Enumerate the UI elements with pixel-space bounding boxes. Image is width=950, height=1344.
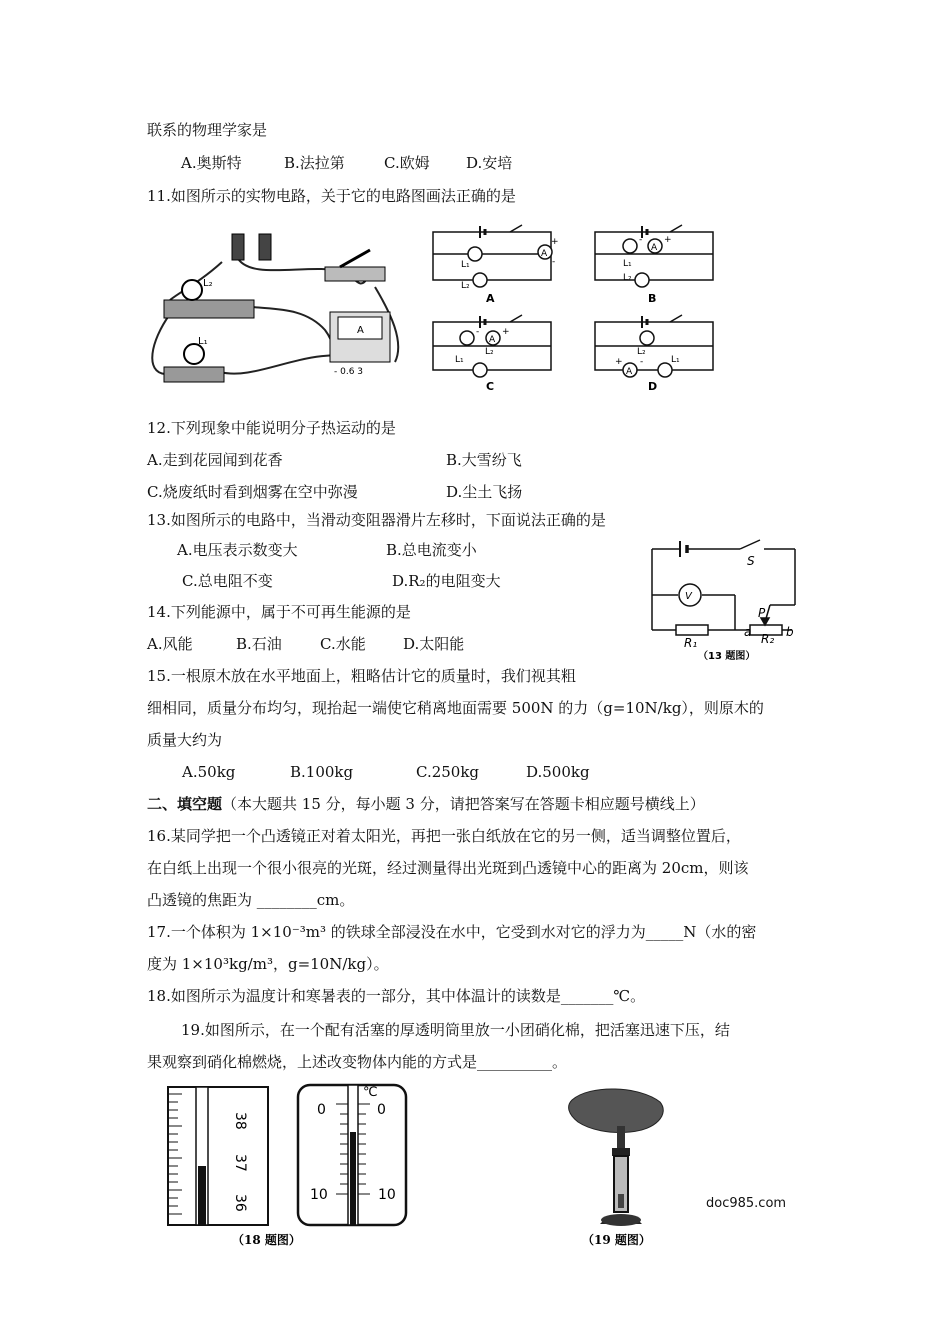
- q13-option-a: A.电压表示数变大: [177, 541, 298, 559]
- q19-line-1: 19.如图所示，在一个配有活塞的厚透明筒里放一小团硝化棉，把活塞迅速下压，结: [181, 1021, 730, 1039]
- q13-question: 13.如图所示的电路中，当滑动变阻器滑片左移时，下面说法正确的是: [147, 511, 606, 529]
- q16-line-3: 凸透镜的焦距为 ________cm。: [147, 891, 355, 909]
- q15-line-3: 质量大约为: [147, 731, 223, 749]
- opt-d-minus: -: [640, 357, 644, 367]
- opt-a-ammeter: A: [541, 249, 548, 259]
- section-2-note: （本大题共 15 分，每小题 3 分，请把答案写在答题卡相应题号横线上）: [222, 795, 705, 813]
- option-a-label: A: [486, 292, 495, 305]
- q13-option-b: B.总电流变小: [386, 541, 477, 559]
- q14-option-c: C.水能: [320, 635, 366, 653]
- option-c-label: C: [486, 380, 495, 393]
- q15-line-1: 15.一根原木放在水平地面上，粗略估计它的质量时，我们视其粗: [147, 667, 576, 685]
- section-2-heading: [147, 794, 705, 814]
- opt-d-l1: L₁: [671, 355, 680, 365]
- opt-c-minus: -: [476, 327, 480, 337]
- opt-d-ammeter: A: [626, 367, 633, 377]
- weather-tick-0-left: 0: [317, 1102, 326, 1118]
- q16-line-2: 在白纸上出现一个很小很亮的光斑，经过测量得出光斑到凸透镜中心的距离为 20cm，则该: [147, 859, 749, 877]
- opt-a-minus: -: [552, 257, 556, 267]
- q14-option-d: D.太阳能: [403, 635, 465, 653]
- q14-option-a: A.风能: [147, 635, 193, 653]
- section-2-title: 二、填空题: [147, 795, 223, 813]
- q12-option-b: B.大雪纷飞: [446, 451, 522, 469]
- thermo-tick-38: 38: [232, 1112, 248, 1130]
- fig13-r2-label: R₂: [761, 632, 775, 646]
- watermark: doc985.com: [706, 1196, 787, 1211]
- fig11-meter-label: A: [357, 325, 364, 336]
- opt-b-plus: +: [664, 235, 672, 245]
- q12-option-a: A.走到花园闻到花香: [147, 451, 283, 469]
- weather-unit: ℃: [363, 1085, 378, 1100]
- weather-tick-0-right: 0: [377, 1102, 386, 1118]
- fig19-caption: （19 题图）: [582, 1233, 651, 1247]
- q17-line-2: 度为 1×10³kg/m³，g=10N/kg）。: [147, 955, 389, 973]
- q12-option-c: C.烧废纸时看到烟雾在空中弥漫: [147, 483, 358, 501]
- q11-question: 11.如图所示的实物电路，关于它的电路图画法正确的是: [147, 187, 516, 205]
- q15-option-c: C.250kg: [416, 763, 480, 781]
- q14-option-b: B.石油: [236, 635, 282, 653]
- q12-option-d: D.尘土飞扬: [446, 483, 523, 501]
- q10-continuation: 联系的物理学家是: [147, 121, 268, 139]
- fig13-b-label: b: [786, 625, 794, 639]
- opt-c-plus: +: [502, 327, 510, 337]
- q15-option-d: D.500kg: [526, 763, 590, 781]
- opt-b-l1: L₁: [623, 259, 632, 269]
- fig18-caption: （18 题图）: [232, 1233, 301, 1247]
- weather-tick-10-left: 10: [310, 1187, 328, 1203]
- opt-a-l2: L₂: [461, 281, 470, 291]
- weather-tick-10-right: 10: [378, 1187, 396, 1203]
- option-d-label: D: [648, 380, 658, 393]
- q13-option-d: D.R₂的电阻变大: [392, 572, 501, 590]
- fig13-caption: （13 题图）: [698, 651, 756, 662]
- thermo-tick-36: 36: [232, 1194, 248, 1212]
- q10-option-d: D.安培: [466, 154, 513, 172]
- q10-option-c: C.欧姆: [384, 154, 430, 172]
- q10-option-b: B.法拉第: [284, 154, 345, 172]
- fire-syringe-figure: [560, 1082, 680, 1254]
- opt-d-l2: L₂: [637, 347, 646, 357]
- circuit-options-figure: [425, 222, 725, 394]
- q13-option-c: C.总电阻不变: [182, 572, 273, 590]
- physical-circuit-figure: [140, 222, 405, 397]
- opt-c-ammeter: A: [489, 335, 496, 345]
- q16-line-1: 16.某同学把一个凸透镜正对着太阳光，再把一张白纸放在它的另一侧，适当调整位置后，: [147, 827, 741, 845]
- opt-b-l2: L₂: [623, 273, 632, 283]
- q19-line-2: 果观察到硝化棉燃烧，上述改变物体内能的方式是__________。: [147, 1053, 568, 1071]
- thermometer-figure: [160, 1082, 420, 1254]
- opt-b-ammeter: A: [651, 243, 658, 253]
- q15-line-2: 细相同，质量分布均匀，现抬起一端使它稍离地面需要 500N 的力（g=10N/kg），则原木的: [147, 699, 764, 717]
- opt-b-minus: -: [639, 235, 643, 245]
- opt-d-plus: +: [615, 357, 623, 367]
- option-b-label: B: [648, 292, 657, 305]
- fig13-r1-label: R₁: [684, 636, 698, 650]
- fig13-slider-label: P: [758, 606, 766, 620]
- thermo-tick-37: 37: [232, 1154, 248, 1172]
- q12-question: 12.下列现象中能说明分子热运动的是: [147, 419, 396, 437]
- q17-line-1: 17.一个体积为 1×10⁻³m³ 的铁球全部浸没在水中，它受到水对它的浮力为_____N（水的密: [147, 923, 757, 941]
- q14-question: 14.下列能源中，属于不可再生能源的是: [147, 603, 411, 621]
- q10-option-a: A.奥斯特: [181, 154, 242, 172]
- opt-a-plus: +: [551, 237, 559, 247]
- opt-c-l2: L₂: [485, 347, 494, 357]
- q18-question: 18.如图所示为温度计和寒暑表的一部分，其中体温计的读数是_______℃。: [147, 987, 646, 1005]
- fig13-a-label: a: [744, 625, 752, 639]
- fig13-switch-label: S: [747, 554, 755, 568]
- fig11-l1-label: L₁: [198, 336, 208, 347]
- fig13-voltmeter-label: V: [685, 591, 692, 602]
- q13-circuit-figure: [640, 535, 810, 665]
- q15-option-a: A.50kg: [182, 763, 236, 781]
- opt-a-l1: L₁: [461, 260, 470, 270]
- opt-c-l1: L₁: [455, 355, 464, 365]
- fig11-scale-label: - 0.6 3: [334, 367, 364, 377]
- fig11-l2-label: L₂: [203, 278, 213, 289]
- q15-option-b: B.100kg: [290, 763, 354, 781]
